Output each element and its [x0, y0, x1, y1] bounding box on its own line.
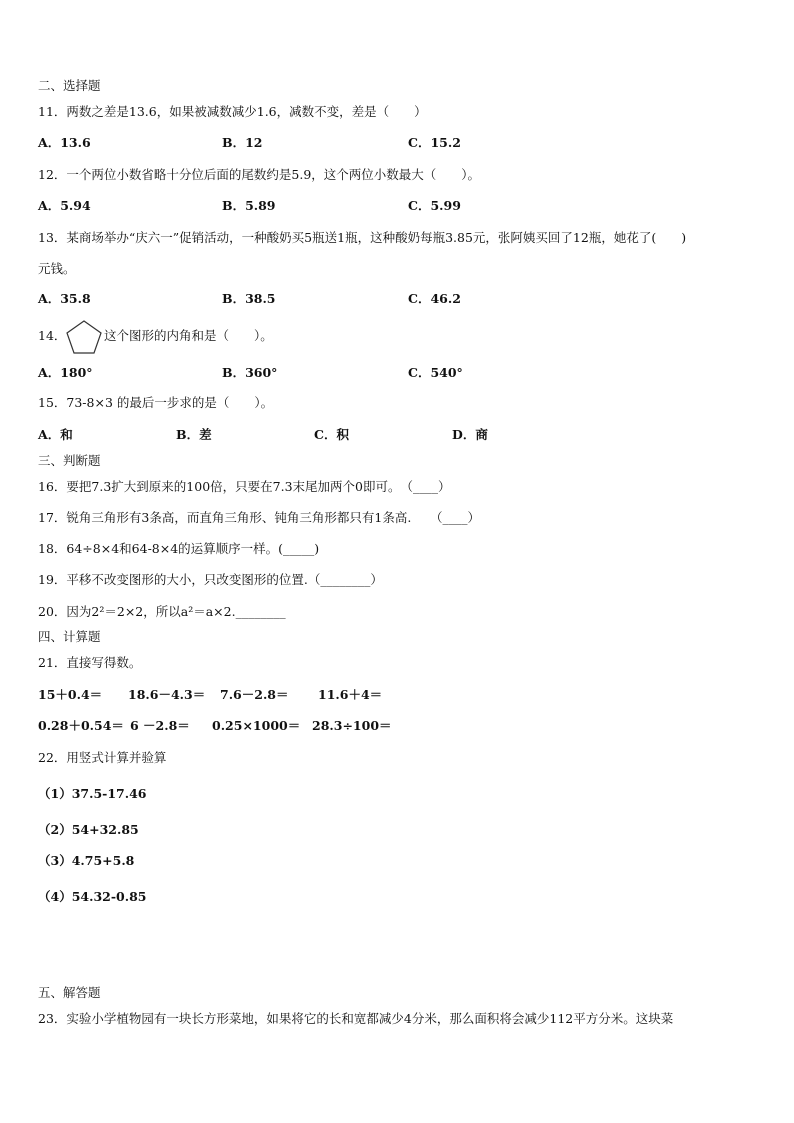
vertical-calc-item: （3）4.75+5.8 — [38, 853, 135, 868]
q12-option-c: C．5.99 — [408, 198, 461, 213]
question-23: 23．实验小学植物园有一块长方形菜地，如果将它的长和宽都减少4分米，那么面积将会减少112平方分米。这块菜 — [38, 1011, 674, 1026]
q15-option-c: C．积 — [314, 427, 349, 442]
question-15: 15．73-8×3 的最后一步求的是（ ）。 — [38, 395, 274, 410]
vertical-calc-item: （4）54.32-0.85 — [38, 889, 147, 904]
question-14: 这个图形的内角和是（ ）。 — [104, 328, 273, 343]
section-heading-judge: 三、判断题 — [38, 453, 101, 468]
calc-item: 11.6＋4＝ — [318, 687, 383, 702]
question-21: 21．直接写得数。 — [38, 655, 142, 670]
question-11: 11．两数之差是13.6，如果被减数减少1.6，减数不变，差是（ ） — [38, 104, 427, 119]
calc-item: 28.3÷100＝ — [312, 718, 392, 733]
q15-option-a: A．和 — [38, 427, 73, 442]
question-12: 12．一个两位小数省略十分位后面的尾数约是5.9，这个两位小数最大（ ）。 — [38, 167, 481, 182]
calc-item: 6 －2.8＝ — [130, 718, 190, 733]
q15-option-d: D．商 — [452, 427, 488, 442]
q13-option-c: C．46.2 — [408, 291, 461, 306]
calc-item: 15＋0.4＝ — [38, 687, 103, 702]
calc-item: 18.6－4.3＝ — [128, 687, 206, 702]
section-heading-calc: 四、计算题 — [38, 629, 101, 644]
q12-option-a: A．5.94 — [38, 198, 91, 213]
question-19: 19．平移不改变图形的大小，只改变图形的位置.（________） — [38, 572, 383, 587]
calc-item: 7.6－2.8＝ — [220, 687, 289, 702]
q14-option-c: C．540° — [408, 365, 463, 380]
q11-option-b: B．12 — [222, 135, 263, 150]
q11-option-a: A．13.6 — [38, 135, 91, 150]
q14-option-a: A．180° — [38, 365, 93, 380]
section-heading-choice: 二、选择题 — [38, 78, 101, 93]
pentagon-figure — [66, 320, 102, 354]
question-18: 18．64÷8×4和64-8×4的运算顺序一样。(_____) — [38, 541, 320, 556]
q11-option-c: C．15.2 — [408, 135, 461, 150]
question-13: 13．某商场举办“庆六一”促销活动，一种酸奶买5瓶送1瓶，这种酸奶每瓶3.85元，张阿姨买回了12瓶，她花了( ) — [38, 230, 687, 245]
calc-item: 0.25×1000＝ — [212, 718, 301, 733]
vertical-calc-item: （2）54+32.85 — [38, 822, 139, 837]
q15-option-b: B．差 — [176, 427, 212, 442]
q13-option-a: A．35.8 — [38, 291, 91, 306]
vertical-calc-item: （1）37.5-17.46 — [38, 786, 147, 801]
q12-option-b: B．5.89 — [222, 198, 276, 213]
question-13-cont: 元钱。 — [38, 261, 76, 276]
question-17: 17．锐角三角形有3条高，而直角三角形、钝角三角形都只有1条高. （____） — [38, 510, 481, 525]
question-16: 16．要把7.3扩大到原来的100倍，只要在7.3末尾加两个0即可。 （____） — [38, 479, 451, 494]
question-14-number: 14． — [38, 328, 67, 343]
question-20: 20．因为2²＝2×2，所以a²＝a×2.________ — [38, 604, 286, 619]
question-22: 22．用竖式计算并验算 — [38, 750, 167, 765]
calc-item: 0.28＋0.54＝ — [38, 718, 124, 733]
q13-option-b: B．38.5 — [222, 291, 276, 306]
section-heading-solve: 五、解答题 — [38, 985, 101, 1000]
q14-option-b: B．360° — [222, 365, 278, 380]
